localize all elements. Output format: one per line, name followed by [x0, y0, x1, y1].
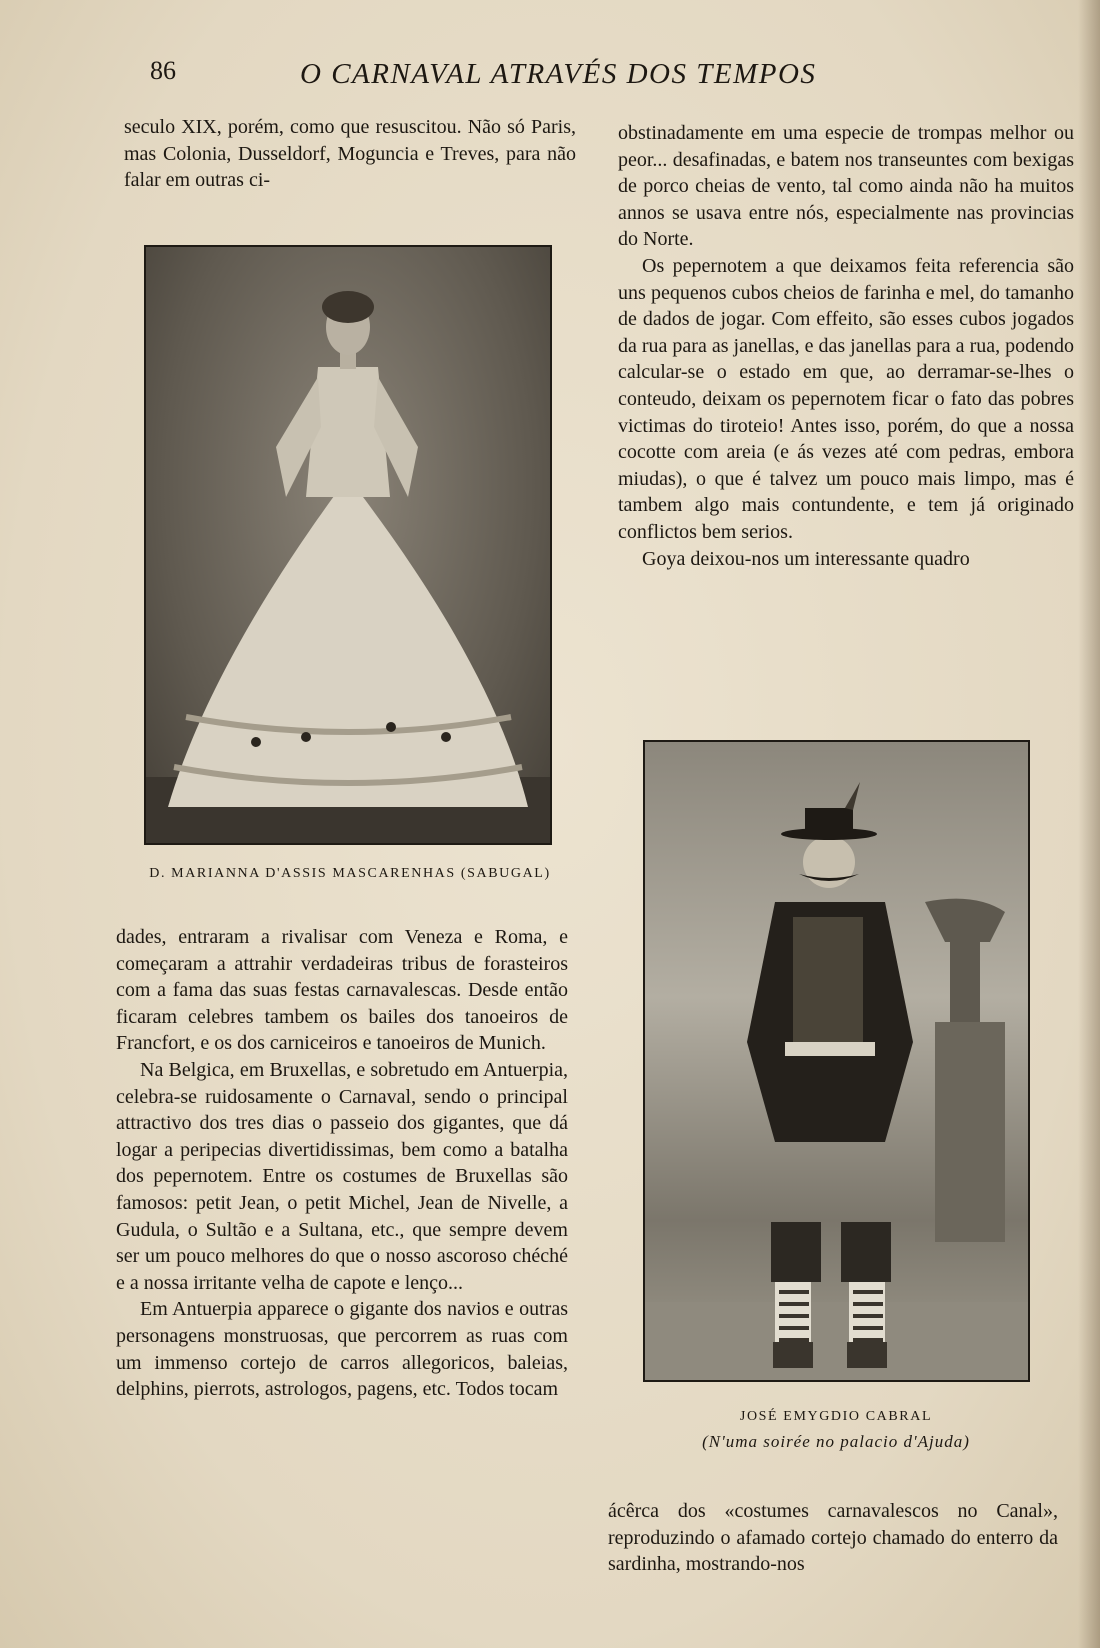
portrait-photo-man: [643, 740, 1030, 1382]
figure-caption: JOSÉ EMYGDIO CABRAL: [739, 1409, 933, 1424]
column-top-left: [124, 114, 576, 194]
paragraph: Na Belgica, em Bruxellas, e sobretudo em Antuerpia, celebra-se ruidosamente o Carnaval, sendo o principal attractivo dos tres dias o passeio dos gigantes, que dá logar a peripecias divertidissimas, bem como a batalha dos pepernotem. Entre os costumes de Bruxellas são famosos: petit Jean, o petit Michel, Jean de Nivelle, a Gudula, o Sultão e a Sultana, etc., que sempre devem ser um pouco melhores do que o nosso ascoroso chéché e a nossa irritante velha de capote e lenço...: [116, 1058, 568, 1294]
paragraph: Goya deixou-nos um interessante quadro: [642, 547, 970, 570]
column-bottom-right: [608, 1498, 1058, 1578]
column-bottom-left: [116, 924, 568, 1403]
paragraph: dades, entraram a rivalisar com Veneza e Roma, e começaram a attrahir verdadeiras tribus de forasteiros com a fama das suas festas carnavalescas. Desde então ficaram celebres tambem os bailes dos tanoeiros de Francfort, e os dos carniceiros e tanoeiros de Munich.: [116, 926, 568, 1055]
paragraph: Os pepernotem a que deixamos feita referencia são uns pequenos cubos cheios de farinha e mel, do tamanho de dados de jogar. Com effeito, são esses cubos jogados da rua para as janellas, e das janellas para a rua, podendo calcular-se o estado em que, ao derramar-se-lhes o conteudo, deixam os pepernotem ficar o fato das pobres victimas do tiroteio! Antes isso, porém, do que a nossa cocotte com areia (e ás vezes até com pedras, embora miudas), o que é talvez um pouco mais limpo, mas é tambem algo mais contundente, e tem já originado conflictos bem serios.: [618, 254, 1074, 543]
paragraph: seculo XIX, porém, como que resuscitou. Não só Paris, mas Colonia, Dusseldorf, Moguncia e Treves, para não falar em outras ci-: [124, 116, 576, 192]
column-top-right: [618, 120, 1074, 572]
paragraph: Em Antuerpia apparece o gigante dos navios e outras personagens monstruosas, que percorrem as ruas com um immenso cortejo de carros allegoricos, baleias, delphins, pierrots, astrologos, pagens, etc. Todos tocam: [116, 1298, 568, 1401]
figure-subcaption: (N'uma soirée no palacio d'Ajuda): [702, 1432, 970, 1451]
page-spine-shadow: [1078, 0, 1100, 1648]
portrait-photo-woman: [144, 245, 552, 845]
man-figure-illustration: [645, 742, 1028, 1380]
figure-caption: D. MARIANNA D'ASSIS MASCARENHAS (SABUGAL): [149, 866, 551, 881]
woman-figure-illustration: [146, 247, 550, 843]
paragraph: ácêrca dos «costumes carnavalescos no Canal», reproduzindo o afamado cortejo chamado do enterro da sardinha, mostrando-nos: [608, 1500, 1058, 1576]
page-number: 86: [150, 56, 176, 85]
paragraph: obstinadamente em uma especie de trompas melhor ou peor... desafinadas, e batem nos transeuntes com bexigas de porco cheias de vento, tal como ainda não ha muitos annos se usava entre nós, especialmente nas provincias do Norte.: [618, 122, 1074, 251]
running-title: O CARNAVAL ATRAVÉS DOS TEMPOS: [300, 58, 817, 90]
